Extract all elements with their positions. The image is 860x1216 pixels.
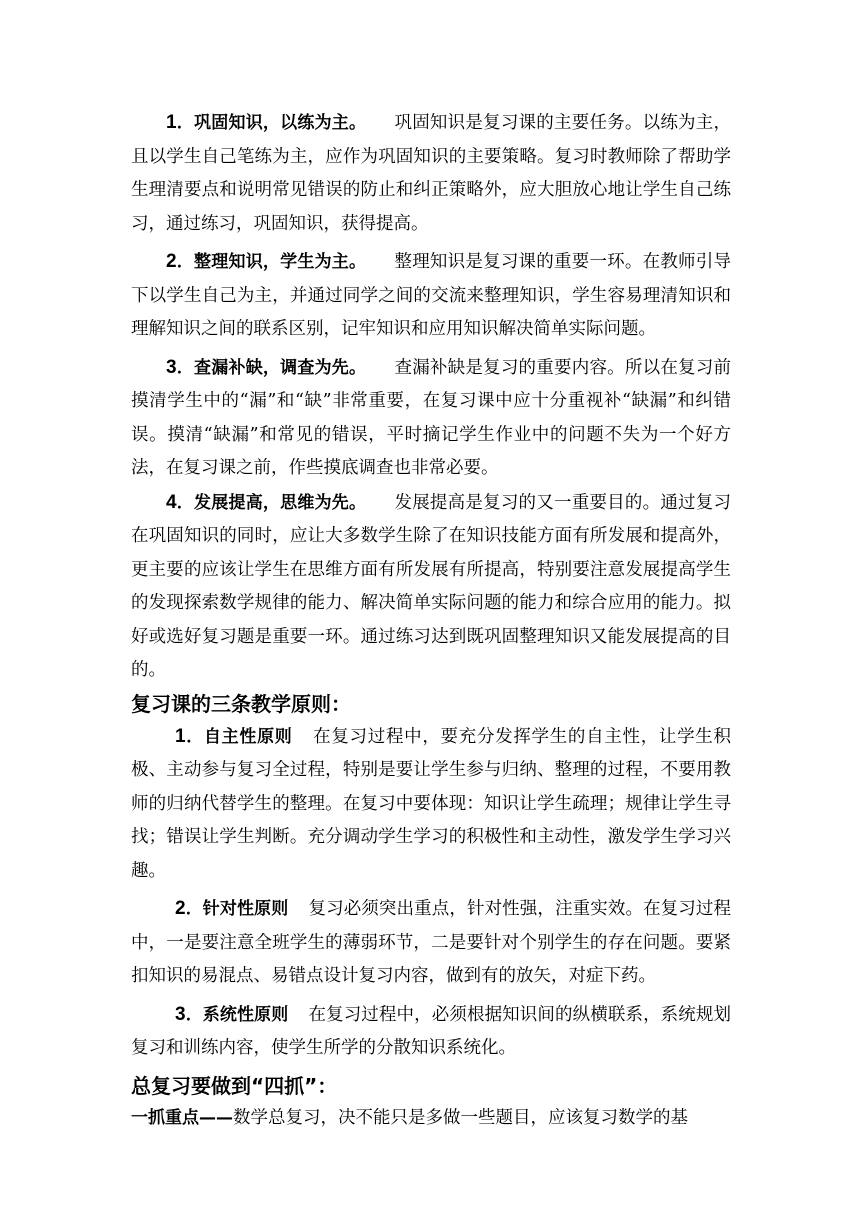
paragraph-organize <box>131 245 731 347</box>
item-heading: ．系统性原则 <box>185 1004 289 1025</box>
item-number: 3 <box>175 1003 186 1025</box>
item-text: 查漏补缺是复习的重要内容。所以在复习前摸清学生中的“漏”和“缺”非常重要，在复习课中应十分重视补“缺漏”和纠错误。摸清“缺漏”和常见的错误，平时摘记学生作业中的问题不失为一个好方法，在复习课之前，作些摸底调查也非常必要。 <box>131 357 732 478</box>
item-text: 复习必须突出重点，针对性强，注重实效。在复习过程中，一是要注意全班学生的薄弱环节，二是要针对个别学生的存在问题。要紧扣知识的易混点、易错点设计复习内容，做到有的放矢，对症下药。 <box>131 899 732 986</box>
paragraph-develop <box>131 486 731 688</box>
section-heading-principles: 复习课的三条教学原则： <box>131 691 351 716</box>
item-heading: ．发展提高，思维为先。 <box>176 492 367 513</box>
item-text: 巩固知识是复习课的主要任务。以练为主，且以学生自己笔练为主，应作为巩固知识的主要策略。复习时教师除了帮助学生理清要点和说明常见错误的防止和纠正策略外，应大胆放心地让学生自己练习，通过练习，巩固知识，获得提高。 <box>131 113 732 234</box>
item-text: 在复习过程中，要充分发挥学生的自主性，让学生积极、主动参与复习全过程，特别是要让学生参与归纳、整理的过程，不要用教师的归纳代替学生的整理。在复习中要体现：知识让学生疏理；规律让学生寻找；错误让学生判断。充分调动学生学习的积极性和主动性，激发学生学习兴趣。 <box>131 726 732 881</box>
section-heading-four-grabs: 总复习要做到“四抓”： <box>131 1073 338 1098</box>
item-text: 发展提高是复习的又一重要目的。通过复习在巩固知识的同时，应让大多数学生除了在知识技能方面有所发展和提高外，更主要的应该让学生在思维方面有所发展有所提高，特别要注意发展提高学生的发现探索数学规律的能力、解决简单实际问题的能力和综合应用的能力。拟好或选好复习题是重要一环。通过练习达到既巩固整理知识又能发展提高的目的。 <box>131 492 732 680</box>
paragraph-targeting-principle <box>131 892 731 994</box>
item-number: 3 <box>166 356 177 378</box>
item-heading: ．查漏补缺，调查为先。 <box>176 357 367 378</box>
item-text: 在复习过程中，必须根据知识间的纵横联系，系统规划复习和训练内容，使学生所学的分散知识系统化。 <box>131 1004 732 1058</box>
paragraph-system-principle <box>131 998 731 1066</box>
paragraph-grab-focus <box>131 1102 731 1136</box>
document-body <box>131 106 731 1135</box>
item-text: 整理知识是复习课的重要一环。在教师引导下以学生自己为主，并通过同学之间的交流来整理知识，学生容易理清知识和理解知识之间的联系区别，记牢知识和应用知识解决简单实际问题。 <box>131 252 732 339</box>
paragraph-consolidate <box>131 106 731 241</box>
paragraph-fill-gaps <box>131 351 731 486</box>
item-heading: 一抓重点—— <box>131 1107 233 1128</box>
item-number: 1 <box>166 112 177 133</box>
item-number: 2 <box>166 251 177 272</box>
item-heading: ．巩固知识，以练为主。 <box>176 113 367 133</box>
paragraph-autonomy-principle <box>131 720 731 889</box>
item-number: 2 <box>175 898 186 919</box>
item-heading: ．自主性原则 <box>185 726 293 747</box>
item-heading: ．整理知识，学生为主。 <box>176 252 367 272</box>
item-text: 数学总复习，决不能只是多做一些题目，应该复习数学的基 <box>233 1107 688 1128</box>
item-heading: ．针对性原则 <box>185 899 289 919</box>
item-number: 1 <box>175 725 186 747</box>
item-number: 4 <box>166 491 177 513</box>
